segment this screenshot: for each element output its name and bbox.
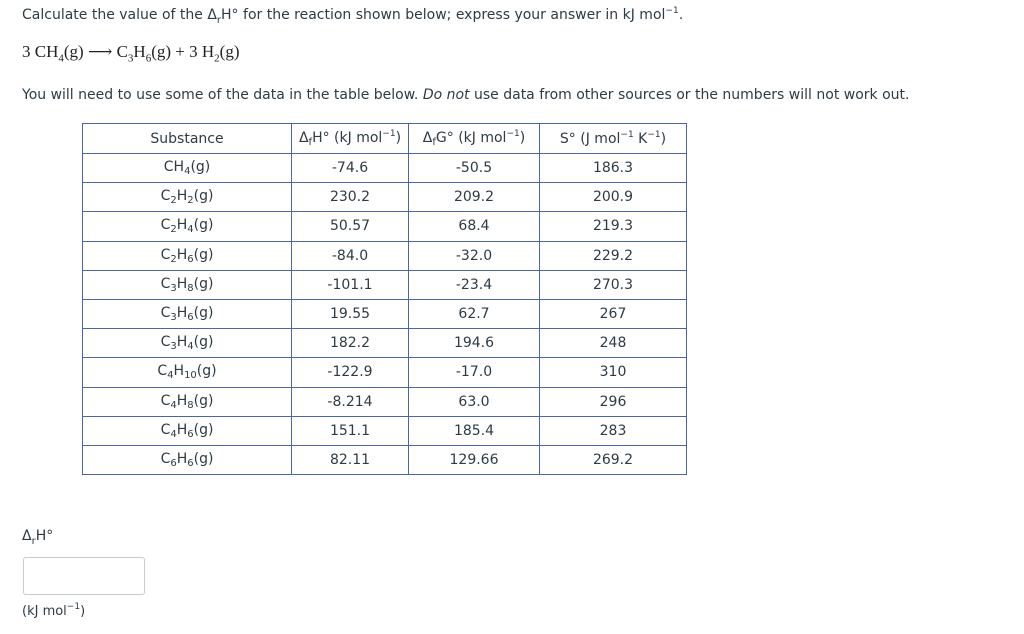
substance-cell: $C_6H_6(g)$ [83, 445, 292, 474]
enthalpy-cell: 19.55 [292, 299, 409, 328]
substance-cell: $C_4H_8(g)$ [83, 387, 292, 416]
gibbs-cell: -50.5 [409, 154, 540, 183]
entropy-cell: 219.3 [540, 212, 687, 241]
entropy-cell: 310 [540, 358, 687, 387]
enthalpy-cell: -8.214 [292, 387, 409, 416]
question-text: Calculate the value of the $\Delta_rH^\circ$ for the reaction shown below; express your answer in kJ mol$^{-1}$. [22, 6, 684, 26]
table-row [83, 416, 687, 445]
entropy-cell: 200.9 [540, 183, 687, 212]
entropy-cell: 267 [540, 299, 687, 328]
column-header-0: Substance [83, 124, 292, 154]
substance-cell: $C_3H_6(g)$ [83, 299, 292, 328]
gibbs-cell: 129.66 [409, 445, 540, 474]
enthalpy-cell: -101.1 [292, 270, 409, 299]
gibbs-cell: 185.4 [409, 416, 540, 445]
table-row [83, 212, 687, 241]
substance-cell: $C_3H_4(g)$ [83, 329, 292, 358]
substance-cell: $C_2H_4(g)$ [83, 212, 292, 241]
column-header-2: $\Delta_fG^\circ$ (kJ mol$^{-1}$) [409, 124, 540, 154]
thermo-data-table [82, 123, 687, 475]
enthalpy-cell: 82.11 [292, 445, 409, 474]
substance-cell: $C_3H_8(g)$ [83, 270, 292, 299]
answer-input[interactable] [23, 557, 145, 595]
table-row [83, 183, 687, 212]
gibbs-cell: -17.0 [409, 358, 540, 387]
enthalpy-cell: 151.1 [292, 416, 409, 445]
enthalpy-cell: -84.0 [292, 241, 409, 270]
entropy-cell: 186.3 [540, 154, 687, 183]
table-row [83, 387, 687, 416]
entropy-cell: 283 [540, 416, 687, 445]
enthalpy-cell: -74.6 [292, 154, 409, 183]
entropy-cell: 248 [540, 329, 687, 358]
gibbs-cell: -23.4 [409, 270, 540, 299]
enthalpy-cell: -122.9 [292, 358, 409, 387]
column-header-3: S° (J mol$^{-1}$ $K^{-1}$) [540, 124, 687, 154]
substance-cell: $C_4H_6(g)$ [83, 416, 292, 445]
substance-cell: $C_2H_2(g)$ [83, 183, 292, 212]
table-header-row [83, 124, 687, 154]
enthalpy-cell: 230.2 [292, 183, 409, 212]
enthalpy-cell: 50.57 [292, 212, 409, 241]
entropy-cell: 296 [540, 387, 687, 416]
entropy-cell: 270.3 [540, 270, 687, 299]
answer-label: $\Delta_rH^\circ$ [22, 528, 54, 547]
table-row [83, 270, 687, 299]
substance-cell: $C_2H_6(g)$ [83, 241, 292, 270]
unit-label: (kJ mol$^{-1}$) [22, 602, 86, 619]
table-row [83, 154, 687, 183]
enthalpy-cell: 182.2 [292, 329, 409, 358]
gibbs-cell: 62.7 [409, 299, 540, 328]
entropy-cell: 269.2 [540, 445, 687, 474]
reaction-arrow: ⟶ [87, 42, 113, 61]
table-row [83, 241, 687, 270]
gibbs-cell: -32.0 [409, 241, 540, 270]
entropy-cell: 229.2 [540, 241, 687, 270]
table-row [83, 299, 687, 328]
table-row [83, 445, 687, 474]
gibbs-cell: 209.2 [409, 183, 540, 212]
instructions-text: You will need to use some of the data in the table below. Do not use data from other sources or the numbers will not work out. [22, 87, 910, 103]
gibbs-cell: 68.4 [409, 212, 540, 241]
column-header-1: $\Delta_fH^\circ$ (kJ mol$^{-1}$) [292, 124, 409, 154]
gibbs-cell: 63.0 [409, 387, 540, 416]
table-row [83, 329, 687, 358]
substance-cell: $CH_4(g)$ [83, 154, 292, 183]
table-row [83, 358, 687, 387]
substance-cell: $C_4H_{10}(g)$ [83, 358, 292, 387]
reaction-equation: 3 $CH_4(g)$ ⟶ $C_3H_6(g) + 3$ $H_2(g)$ [22, 42, 240, 65]
gibbs-cell: 194.6 [409, 329, 540, 358]
